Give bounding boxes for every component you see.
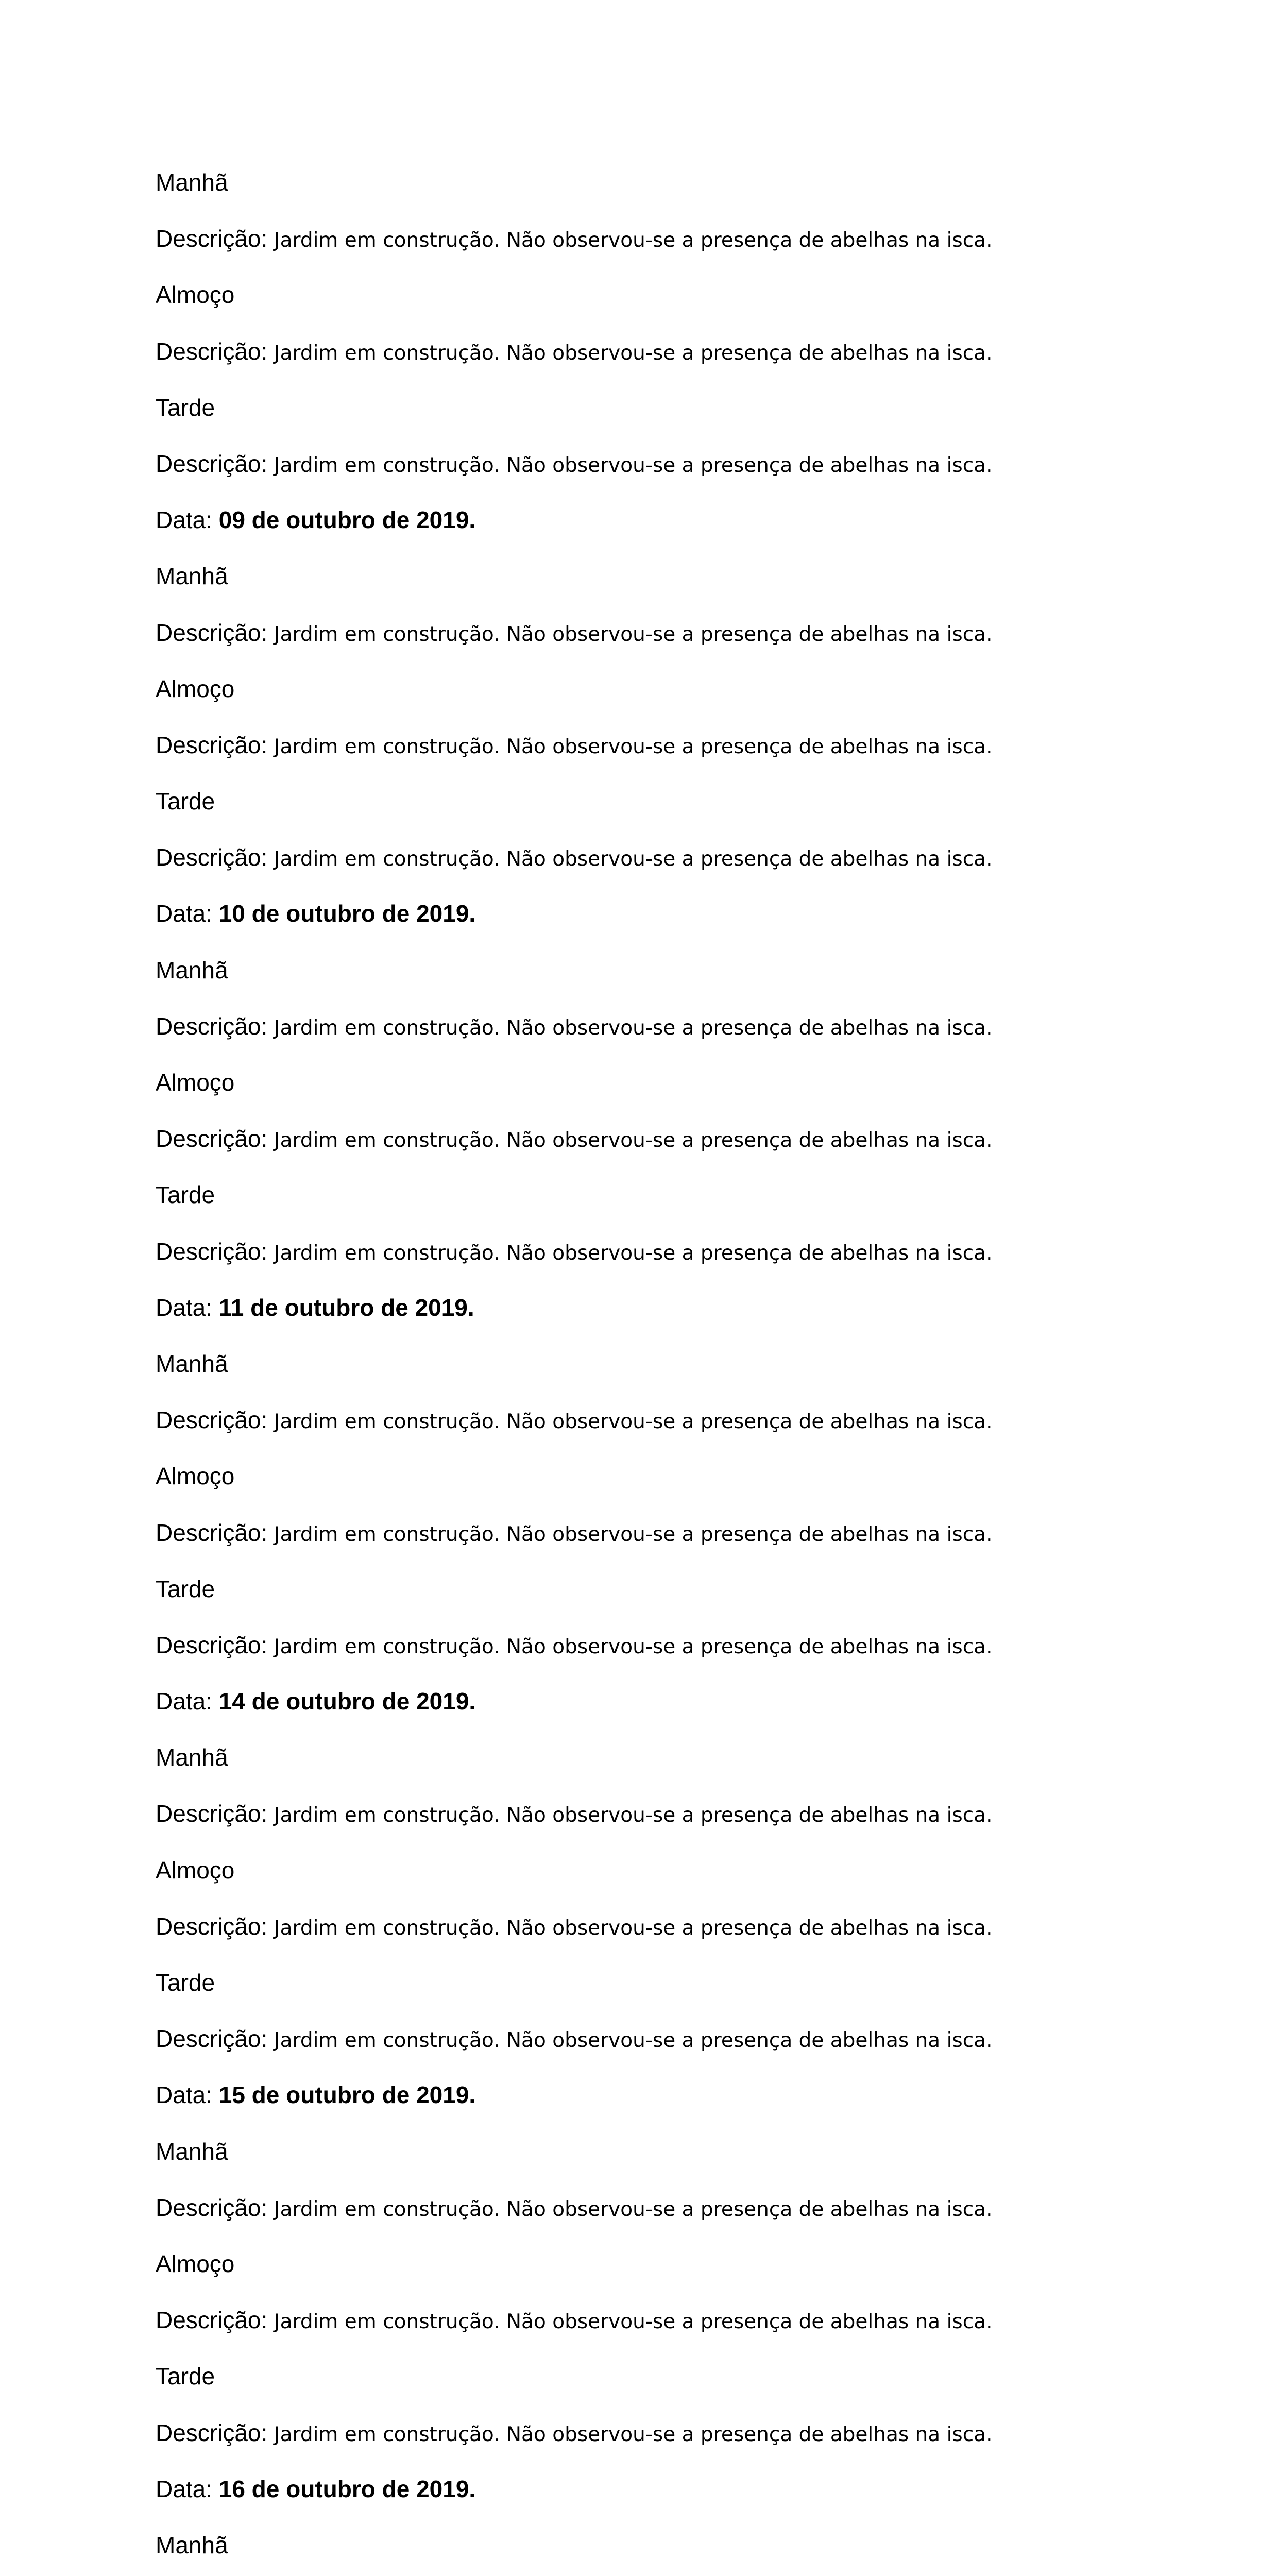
description-line	[156, 2180, 1134, 2236]
date-value: 14 de outubro de 2019.	[218, 1688, 476, 1715]
date-value: 16 de outubro de 2019.	[218, 2475, 476, 2502]
description-line	[156, 2011, 1134, 2067]
description-text: Jardim em construção. Não observou-se a presença de abelhas na isca.	[274, 1241, 993, 1265]
date-label: Data:	[156, 1688, 212, 1715]
description-line	[156, 605, 1134, 661]
period-label: Manhã	[156, 2531, 228, 2558]
description-line	[156, 324, 1134, 380]
description-label: Descrição:	[156, 2025, 268, 2053]
description-text: Jardim em construção. Não observou-se a presença de abelhas na isca.	[274, 848, 993, 871]
description-line	[156, 1224, 1134, 1280]
period-label: Tarde	[156, 1575, 215, 1602]
description-text: Jardim em construção. Não observou-se a presença de abelhas na isca.	[274, 1410, 993, 1434]
date-label: Data:	[156, 2475, 212, 2502]
period-label: Almoço	[156, 675, 235, 702]
document-body	[156, 155, 1134, 2576]
period-label: Manhã	[156, 2138, 228, 2165]
description-label: Descrição:	[156, 1519, 268, 1546]
description-label: Descrição:	[156, 225, 268, 252]
description-label: Descrição:	[156, 1912, 268, 1940]
period-label: Manhã	[156, 563, 228, 590]
description-text: Jardim em construção. Não observou-se a presença de abelhas na isca.	[274, 453, 993, 477]
date-line	[156, 1673, 1134, 1730]
description-text: Jardim em construção. Não observou-se a presença de abelhas na isca.	[274, 2029, 993, 2053]
description-line	[156, 998, 1134, 1055]
description-line	[156, 1111, 1134, 1167]
period-label: Almoço	[156, 2250, 235, 2277]
date-label: Data:	[156, 1294, 212, 1321]
period-label: Tarde	[156, 1969, 215, 1996]
description-text: Jardim em construção. Não observou-se a presença de abelhas na isca.	[274, 622, 993, 646]
description-label: Descrição:	[156, 2419, 268, 2446]
period-label: Tarde	[156, 394, 215, 421]
date-value: 11 de outubro de 2019.	[218, 1294, 474, 1321]
date-line	[156, 2067, 1134, 2123]
description-line	[156, 1617, 1134, 1673]
description-line	[156, 2405, 1134, 2461]
date-line	[156, 886, 1134, 942]
description-label: Descrição:	[156, 1125, 268, 1153]
description-line	[156, 1392, 1134, 1448]
date-value: 10 de outubro de 2019.	[218, 900, 476, 927]
period-label: Almoço	[156, 1856, 235, 1884]
period-label: Manhã	[156, 1744, 228, 1771]
date-label: Data:	[156, 506, 212, 534]
description-text: Jardim em construção. Não observou-se a presença de abelhas na isca.	[274, 1522, 993, 1546]
date-line	[156, 1280, 1134, 1336]
description-label: Descrição:	[156, 1406, 268, 1434]
description-text: Jardim em construção. Não observou-se a presença de abelhas na isca.	[274, 2197, 993, 2221]
date-value: 15 de outubro de 2019.	[218, 2081, 476, 2109]
description-line	[156, 2573, 1134, 2576]
period-label: Tarde	[156, 1181, 215, 1209]
description-text: Jardim em construção. Não observou-se a presença de abelhas na isca.	[274, 1916, 993, 1940]
description-line	[156, 717, 1134, 773]
description-text: Jardim em construção. Não observou-se a presença de abelhas na isca.	[274, 1804, 993, 1827]
description-text: Jardim em construção. Não observou-se a presença de abelhas na isca.	[274, 229, 993, 252]
description-text: Jardim em construção. Não observou-se a presença de abelhas na isca.	[274, 735, 993, 758]
description-line	[156, 1505, 1134, 1561]
description-text: Jardim em construção. Não observou-se a presença de abelhas na isca.	[274, 1129, 993, 1153]
period-label: Manhã	[156, 956, 228, 984]
date-label: Data:	[156, 900, 212, 927]
description-label: Descrição:	[156, 337, 268, 365]
description-text: Jardim em construção. Não observou-se a presença de abelhas na isca.	[274, 2422, 993, 2446]
description-line	[156, 2292, 1134, 2348]
period-label: Almoço	[156, 1069, 235, 1096]
description-label: Descrição:	[156, 619, 268, 646]
period-label: Almoço	[156, 281, 235, 309]
date-line	[156, 2461, 1134, 2517]
date-line	[156, 492, 1134, 548]
description-label: Descrição:	[156, 1012, 268, 1040]
description-label: Descrição:	[156, 1800, 268, 1827]
description-label: Descrição:	[156, 844, 268, 871]
description-label: Descrição:	[156, 2194, 268, 2221]
period-label: Almoço	[156, 1463, 235, 1490]
date-label: Data:	[156, 2081, 212, 2109]
description-label: Descrição:	[156, 731, 268, 758]
description-line	[156, 436, 1134, 492]
description-label: Descrição:	[156, 2307, 268, 2334]
period-label: Manhã	[156, 1350, 228, 1377]
description-text: Jardim em construção. Não observou-se a presença de abelhas na isca.	[274, 2310, 993, 2334]
description-line	[156, 1786, 1134, 1842]
description-line	[156, 1899, 1134, 1955]
description-text: Jardim em construção. Não observou-se a presença de abelhas na isca.	[274, 1016, 993, 1040]
description-text: Jardim em construção. Não observou-se a presença de abelhas na isca.	[274, 341, 993, 365]
period-label: Tarde	[156, 788, 215, 815]
description-line	[156, 829, 1134, 886]
description-label: Descrição:	[156, 1631, 268, 1658]
description-line	[156, 211, 1134, 267]
period-label: Tarde	[156, 2363, 215, 2390]
description-label: Descrição:	[156, 1238, 268, 1265]
period-label: Manhã	[156, 169, 228, 196]
description-text: Jardim em construção. Não observou-se a presença de abelhas na isca.	[274, 1635, 993, 1658]
date-value: 09 de outubro de 2019.	[218, 506, 476, 534]
description-label: Descrição:	[156, 450, 268, 477]
